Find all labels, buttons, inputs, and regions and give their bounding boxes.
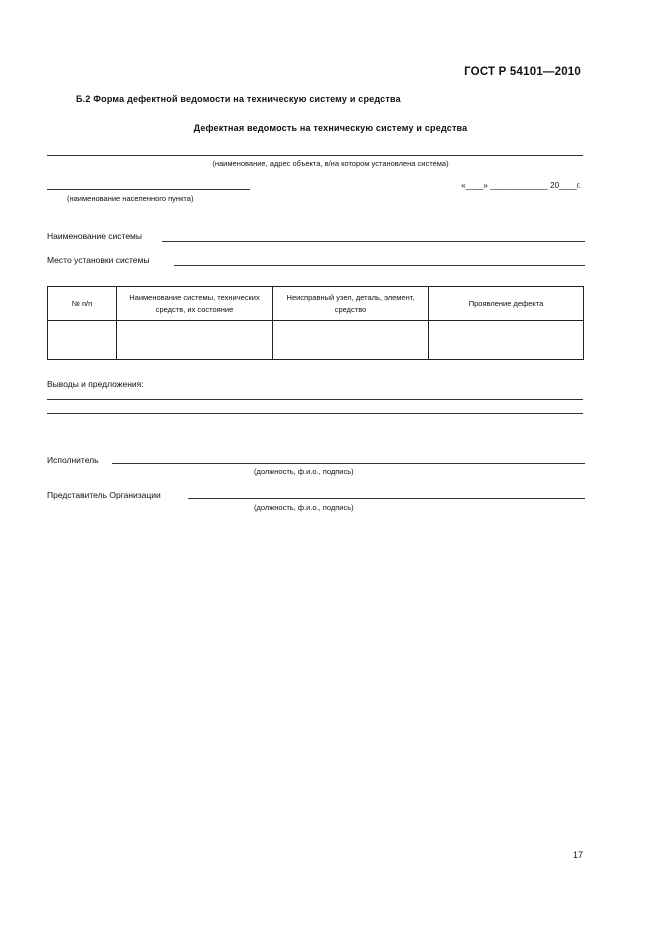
system-name-line: [162, 241, 585, 242]
executor-caption: (должность, ф.и.о., подпись): [254, 467, 354, 476]
table-cell: [117, 321, 273, 360]
executor-line: [112, 463, 585, 464]
section-title: Б.2 Форма дефектной ведомости на техническую систему и средства: [76, 94, 401, 104]
locality-caption: (наименование населенного пункта): [67, 194, 194, 203]
system-place-line: [174, 265, 585, 266]
defects-table: [47, 286, 584, 360]
system-place-label: Место установки системы: [47, 255, 150, 265]
col-header-defect: Проявление дефекта: [429, 287, 584, 321]
date-field: «____» _____________ 20____г.: [461, 181, 581, 190]
page-number: 17: [573, 850, 584, 860]
executor-label: Исполнитель: [47, 455, 99, 465]
conclusions-label: Выводы и предложения:: [47, 379, 144, 389]
table-cell: [48, 321, 117, 360]
locality-line: [47, 189, 250, 190]
col-header-system: Наименование системы, технических средств, их состояние: [117, 287, 273, 321]
table-cell: [429, 321, 584, 360]
form-title: Дефектная ведомость на техническую систему и средства: [193, 123, 468, 133]
object-caption: (наименование, адрес объекта, в/на котором установлена система): [212, 159, 449, 168]
org-rep-line: [188, 498, 585, 499]
col-header-number: № п/п: [48, 287, 117, 321]
org-rep-label: Представитель Организации: [47, 490, 161, 500]
conclusions-line-1: [47, 399, 583, 400]
standard-designation: ГОСТ Р 54101—2010: [464, 66, 581, 78]
table-cell: [273, 321, 429, 360]
table-header-row: [48, 287, 584, 321]
object-name-line: [47, 155, 583, 156]
org-rep-caption: (должность, ф.и.о., подпись): [254, 503, 354, 512]
conclusions-line-2: [47, 413, 583, 414]
col-header-faulty-unit: Неисправный узел, деталь, элемент, средство: [273, 287, 429, 321]
system-name-label: Наименование системы: [47, 231, 143, 241]
table-row: [48, 321, 584, 360]
